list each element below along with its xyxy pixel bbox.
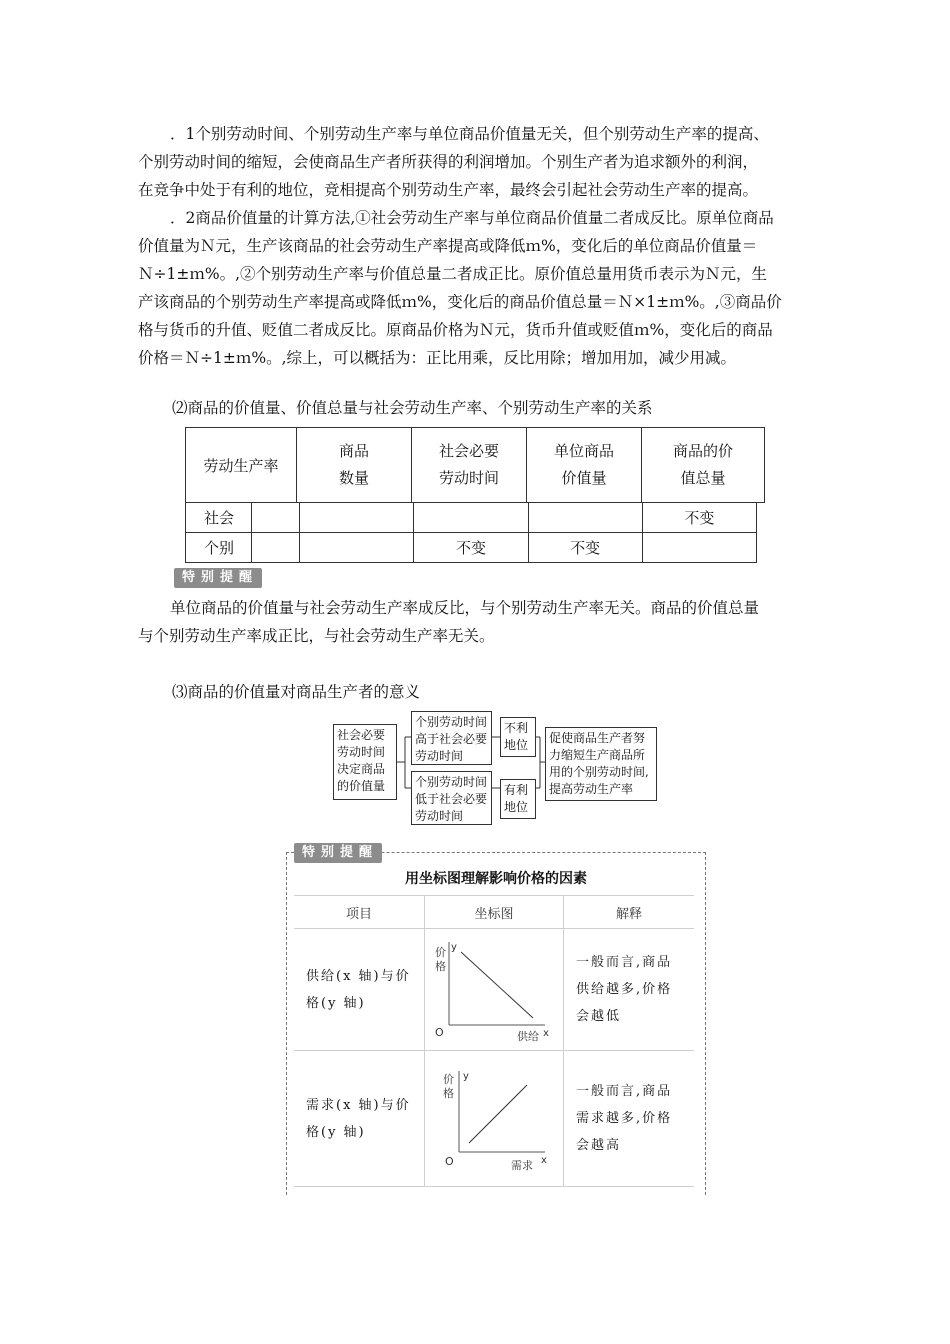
row-label-individual: 个别 — [186, 533, 252, 563]
paragraph-calculation — [138, 204, 818, 372]
supply-item: 供给(x 轴)与价格(y 轴) — [306, 968, 411, 1011]
supply-y-text-2: 格 — [435, 959, 446, 973]
header-necessary-time: 社会必要 劳动时间 — [412, 428, 527, 503]
special-reminder-badge: 特别提醒 — [174, 568, 262, 588]
header-productivity: 劳动生产率 — [186, 428, 297, 503]
demand-price-graph — [425, 1059, 563, 1179]
coord-table-title: 用坐标图理解影响价格的因素 — [405, 871, 587, 887]
marker-1: ．1 — [170, 125, 196, 143]
flow-root-box: 社会必要劳动时间决定商品的价值量 — [333, 724, 397, 800]
supply-x-label: x — [543, 1027, 549, 1039]
coord-table — [294, 895, 694, 1187]
relation-table-body — [185, 502, 757, 563]
flow-bad-box: 不利地位 — [500, 717, 536, 757]
relation-table — [185, 427, 765, 503]
flow-high-box: 个别劳动时间高于社会必要劳动时间 — [411, 711, 492, 765]
supply-price-graph — [425, 930, 563, 1050]
supply-origin: O — [435, 1025, 444, 1039]
demand-y-text-1: 价 — [443, 1072, 454, 1086]
demand-y-label: y — [463, 1070, 469, 1082]
para1-line-1: 个别劳动时间、个别劳动生产率与单位商品价值量无关，但个别劳动生产率的提高、 — [195, 125, 769, 143]
para2-line-1: 商品价值量的计算方法,①社会劳动生产率与单位商品价值量二者成反比。原单位商品 — [195, 209, 774, 227]
coord-header-item: 项目 — [294, 896, 425, 929]
marker-2: ．2 — [170, 209, 196, 227]
special-reminder-badge-2: 特别提醒 — [294, 843, 382, 863]
supply-x-text: 供给 — [517, 1029, 539, 1043]
individual-unit-value: 不变 — [528, 533, 642, 563]
flow-result-box: 促使商品生产者努力缩短生产商品所用的个别劳动时间,提高劳动生产率 — [545, 727, 657, 801]
demand-origin: O — [445, 1154, 454, 1168]
para2-line-3: Ｎ÷1±ｍ%。,②个别劳动生产率与价值总量二者成正比。原价值总量用货币表示为Ｎ元，生 — [138, 265, 767, 283]
para1-line-2: 个别劳动时间的缩短，会使商品生产者所获得的利润增加。个别生产者为追求额外的利润， — [138, 153, 759, 171]
coord-header-explain: 解释 — [564, 896, 695, 929]
header-unit-value: 单位商品 价值量 — [527, 428, 642, 503]
para2-line-4: 产该商品的个别劳动生产率提高或降低ｍ%，变化后的商品价值总量＝Ｎ×1±ｍ%。,③商品价 — [138, 293, 782, 311]
supply-explain: 一般而言,商品供给越多,价格会越低 — [576, 955, 673, 1024]
table-row — [186, 503, 757, 533]
header-quantity: 商品 数量 — [297, 428, 412, 503]
social-total-value: 不变 — [642, 503, 756, 533]
demand-x-label: x — [541, 1154, 547, 1166]
supply-curve — [461, 952, 533, 1018]
table-row — [294, 896, 694, 929]
row-label-social: 社会 — [186, 503, 252, 533]
paragraph-individual-labor — [138, 120, 818, 204]
table-row — [294, 1051, 694, 1187]
para1-line-3: 在竞争中处于有利的地位，竞相提高个别劳动生产率，最终会引起社会劳动生产率的提高。 — [138, 181, 759, 199]
coord-header-graph: 坐标图 — [425, 896, 564, 929]
flow-good-box: 有利地位 — [500, 779, 536, 819]
section-2-title: ⑵商品的价值量、价值总量与社会劳动生产率、个别劳动生产率的关系 — [172, 399, 653, 417]
demand-explain: 一般而言,商品需求越多,价格会越高 — [576, 1084, 673, 1153]
table-row — [294, 929, 694, 1051]
flow-low-box: 个别劳动时间低于社会必要劳动时间 — [411, 771, 492, 825]
tip-line-1: 单位商品的价值量与社会劳动生产率成反比，与个别劳动生产率无关。商品的价值总量 — [170, 599, 760, 617]
supply-y-text-1: 价 — [435, 945, 446, 959]
tip-line-2: 与个别劳动生产率成正比，与社会劳动生产率无关。 — [138, 627, 495, 645]
demand-item: 需求(x 轴)与价格(y 轴) — [306, 1097, 411, 1140]
demand-x-text: 需求 — [511, 1158, 533, 1172]
demand-curve — [469, 1085, 527, 1143]
header-total-value: 商品的价 值总量 — [642, 428, 765, 503]
table-row — [186, 533, 757, 563]
para2-line-6: 价格＝Ｎ÷1±ｍ%。,综上，可以概括为：正比用乘，反比用除；增加用加，减少用减。 — [138, 349, 736, 367]
supply-y-label: y — [451, 941, 457, 953]
section-3-title: ⑶商品的价值量对商品生产者的意义 — [172, 683, 421, 701]
demand-y-text-2: 格 — [443, 1086, 454, 1100]
para2-line-2: 价值量为Ｎ元，生产该商品的社会劳动生产率提高或降低ｍ%，变化后的单位商品价值量＝ — [138, 237, 758, 255]
para2-line-5: 格与货币的升值、贬值二者成反比。原商品价格为Ｎ元，货币升值或贬值ｍ%，变化后的商品 — [138, 321, 773, 339]
individual-time-value: 不变 — [414, 533, 528, 563]
tip-paragraph — [138, 594, 818, 650]
